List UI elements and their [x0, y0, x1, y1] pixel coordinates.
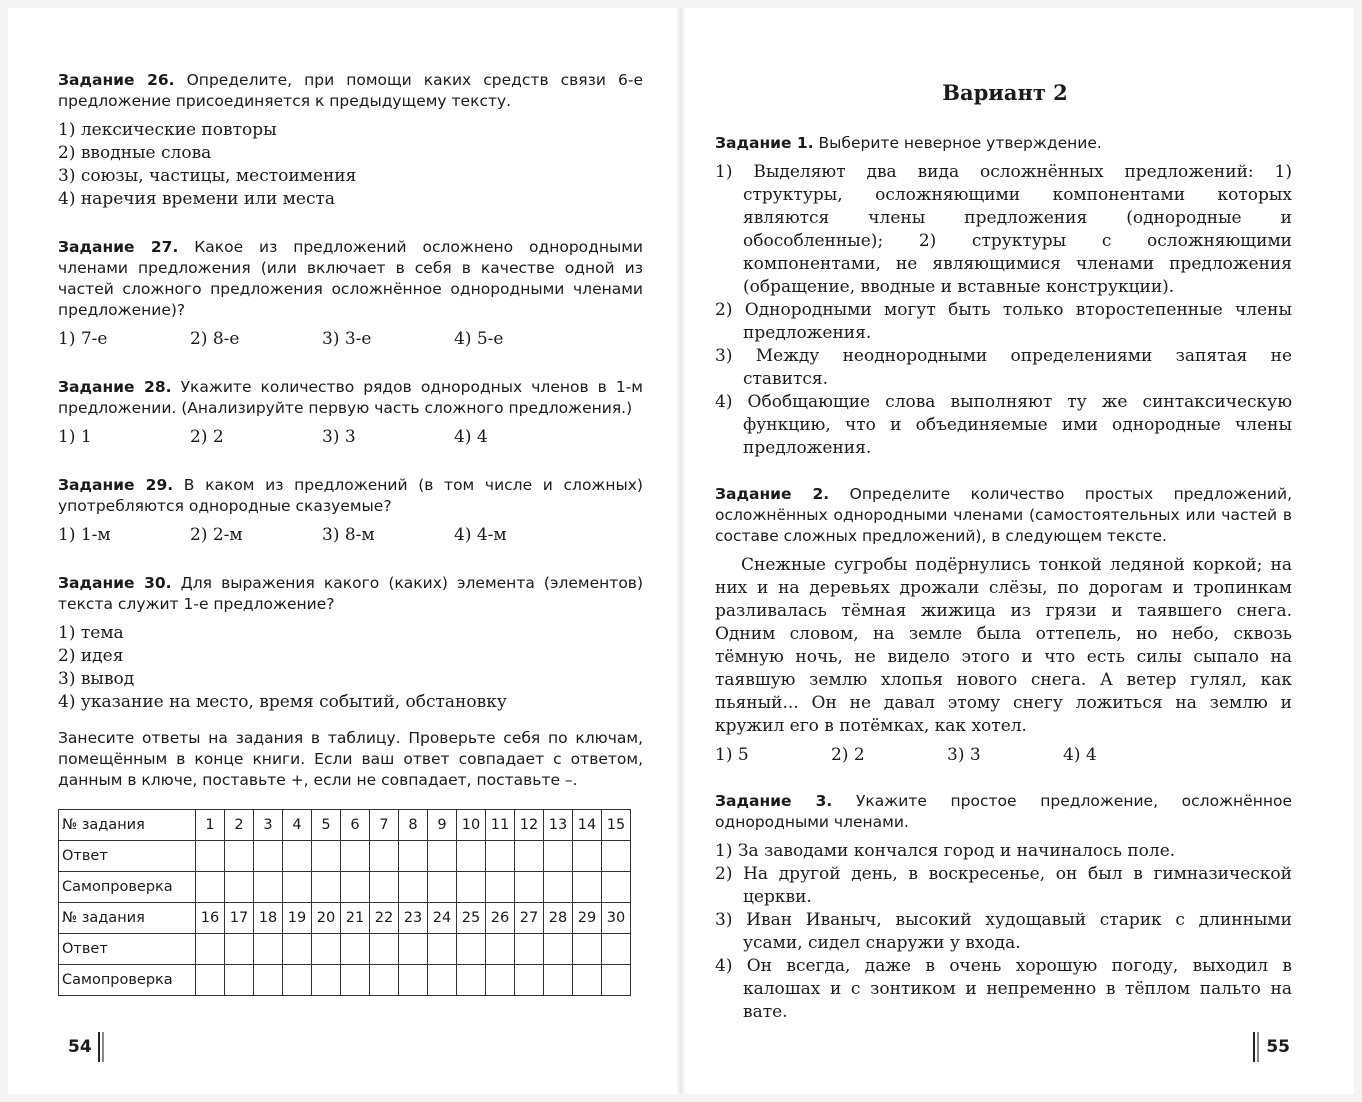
- task-30-text: Для выражения какого (каких) элемента (элементов) текста служит 1-е предложение?: [58, 574, 643, 613]
- task-number-cell: 20: [312, 903, 341, 934]
- task-26-prompt: [58, 70, 643, 112]
- task-number-cell: 23: [399, 903, 428, 934]
- task-number-cell: 25: [457, 903, 486, 934]
- task-number-cell: 8: [399, 810, 428, 841]
- row-header: Ответ: [59, 934, 196, 965]
- option: 3) Между неоднородными определениями запятая не ставится.: [715, 346, 1292, 389]
- check-cell[interactable]: [486, 872, 515, 903]
- task-26: [58, 70, 643, 211]
- task-27: [58, 237, 643, 351]
- option: 4) Обобщающие слова выполняют ту же синтаксическую функцию, что и объединяемые ими однородные члены предложения.: [715, 392, 1292, 458]
- task-28-label: Задание 28.: [58, 378, 172, 396]
- task-29: [58, 475, 643, 547]
- task-2-label: Задание 2.: [715, 485, 830, 503]
- option: 3) Иван Иваныч, высокий худощавый старик с длинными усами, сидел снаружи у входа.: [715, 910, 1292, 953]
- task-28-prompt: [58, 377, 643, 419]
- table-row-answers-2: [59, 934, 631, 965]
- check-cell[interactable]: [399, 965, 428, 996]
- option: 3) 8-м: [322, 525, 375, 545]
- option: 2) На другой день, в воскресенье, он был в гимназической церкви.: [715, 864, 1292, 907]
- page-number-text: 55: [1266, 1037, 1290, 1057]
- answer-cell[interactable]: [254, 841, 283, 872]
- task-number-cell: 27: [515, 903, 544, 934]
- task-2-options: [715, 744, 1292, 767]
- option: 1) 1: [58, 427, 92, 447]
- row-header: № задания: [59, 810, 196, 841]
- task-number-cell: 21: [341, 903, 370, 934]
- task-27-text: Какое из предложений осложнено однородными членами предложения (или включает в себя в качестве одной из частей сложного предложения осложнённое однородными членами предложение)?: [58, 238, 643, 319]
- row-header: Самопроверка: [59, 965, 196, 996]
- task-3-text: Укажите простое предложение, осложнённое однородными членами.: [715, 792, 1292, 831]
- answer-instruction: Занесите ответы на задания в таблицу. Проверьте себя по ключам, помещённым в конце книги. Если ваш ответ совпадает с ответом, данным в ключе, поставьте +, если не совпадает, поставьте –.: [58, 729, 643, 789]
- option: 2) 2: [190, 427, 224, 447]
- task-27-label: Задание 27.: [58, 238, 179, 256]
- option: 1) 1-м: [58, 525, 111, 545]
- answer-cell[interactable]: [457, 841, 486, 872]
- option: 3) вывод: [58, 669, 135, 689]
- task-1-options: [715, 161, 1292, 460]
- task-30-prompt: [58, 573, 643, 615]
- answer-cell[interactable]: [399, 841, 428, 872]
- task-29-options: [58, 524, 643, 547]
- variant-title: Вариант 2: [942, 80, 1068, 105]
- page-number-right: [1247, 1032, 1290, 1062]
- check-cell[interactable]: [428, 965, 457, 996]
- task-number-cell: 16: [196, 903, 225, 934]
- task-30-label: Задание 30.: [58, 574, 172, 592]
- answer-cell[interactable]: [341, 841, 370, 872]
- option: 2) 8-е: [190, 329, 240, 349]
- task-3: [715, 791, 1292, 1024]
- page-left: [8, 8, 681, 1094]
- check-cell[interactable]: [515, 965, 544, 996]
- option: 1) Выделяют два вида осложнённых предложений: 1) структуры, осложняющими компонентами которых являются члены предложения (однородные и обособленные); 2) структуры с осложняющими компонентами, не являющимися членами предложения (обращение, вводные и вставные конструкции).: [715, 162, 1292, 297]
- task-26-label: Задание 26.: [58, 71, 175, 89]
- answer-cell[interactable]: [370, 934, 399, 965]
- check-cell[interactable]: [370, 872, 399, 903]
- task-number-cell: 3: [254, 810, 283, 841]
- option: 4) Он всегда, даже в очень хорошую погоду, выходил в калошах и с зонтиком и непременно в тёплом пальто на вате.: [715, 956, 1292, 1022]
- check-cell[interactable]: [254, 872, 283, 903]
- task-26-text: Определите, при помощи каких средств связи 6-е предложение присоединяется к предыдущему тексту.: [58, 71, 643, 110]
- check-cell[interactable]: [573, 872, 602, 903]
- check-cell[interactable]: [370, 965, 399, 996]
- answer-cell[interactable]: [312, 934, 341, 965]
- task-30: [58, 573, 643, 714]
- task-number-cell: 14: [573, 810, 602, 841]
- check-cell[interactable]: [225, 872, 254, 903]
- task-3-prompt: [715, 791, 1292, 833]
- task-number-cell: 22: [370, 903, 399, 934]
- table-row-check-1: [59, 872, 631, 903]
- answer-cell[interactable]: [573, 934, 602, 965]
- task-29-label: Задание 29.: [58, 476, 174, 494]
- task-number-cell: 26: [486, 903, 515, 934]
- answer-cell[interactable]: [225, 934, 254, 965]
- option: 4) указание на место, время событий, обстановку: [58, 692, 507, 712]
- check-cell[interactable]: [573, 965, 602, 996]
- answer-cell[interactable]: [283, 934, 312, 965]
- task-number-cell: 1: [196, 810, 225, 841]
- option: 3) 3: [947, 745, 981, 765]
- margin-bars-icon: [1253, 1032, 1260, 1062]
- option: 3) 3-е: [322, 329, 372, 349]
- task-number-cell: 18: [254, 903, 283, 934]
- option: 2) 2: [831, 745, 865, 765]
- answer-cell[interactable]: [341, 934, 370, 965]
- task-number-cell: 6: [341, 810, 370, 841]
- answer-cell[interactable]: [428, 841, 457, 872]
- task-28: [58, 377, 643, 449]
- task-2-text: Определите количество простых предложений, осложнённых однородными членами (самостоятельных или частей в составе сложных предложений), в следующем тексте.: [715, 485, 1292, 545]
- answer-cell[interactable]: [196, 934, 225, 965]
- task-number-cell: 28: [544, 903, 573, 934]
- option: 4) 4: [1063, 745, 1097, 765]
- task-29-text: В каком из предложений (в том числе и сложных) употребляются однородные сказуемые?: [58, 476, 643, 515]
- check-cell[interactable]: [341, 965, 370, 996]
- task-1: [715, 133, 1292, 460]
- answer-cell[interactable]: [544, 841, 573, 872]
- answer-cell[interactable]: [254, 934, 283, 965]
- right-column: [715, 70, 1292, 1050]
- option: 1) лексические повторы: [58, 120, 277, 140]
- table-row-check-2: [59, 965, 631, 996]
- task-29-prompt: [58, 475, 643, 517]
- answer-cell[interactable]: [602, 841, 631, 872]
- check-cell[interactable]: [602, 872, 631, 903]
- row-header: № задания: [59, 903, 196, 934]
- task-30-options: [58, 622, 643, 714]
- task-2-prompt: [715, 484, 1292, 547]
- task-number-cell: 24: [428, 903, 457, 934]
- row-header: Самопроверка: [59, 872, 196, 903]
- check-cell[interactable]: [457, 872, 486, 903]
- option: 3) 3: [322, 427, 356, 447]
- answer-cell[interactable]: [457, 934, 486, 965]
- table-row-answers-1: [59, 841, 631, 872]
- task-number-cell: 15: [602, 810, 631, 841]
- check-cell[interactable]: [602, 965, 631, 996]
- task-number-cell: 29: [573, 903, 602, 934]
- task-number-cell: 7: [370, 810, 399, 841]
- option: 1) 7-е: [58, 329, 108, 349]
- task-2: [715, 484, 1292, 767]
- row-header: Ответ: [59, 841, 196, 872]
- task-number-cell: 17: [225, 903, 254, 934]
- task-number-cell: 13: [544, 810, 573, 841]
- answer-cell[interactable]: [515, 934, 544, 965]
- task-number-cell: 5: [312, 810, 341, 841]
- option: 2) идея: [58, 646, 124, 666]
- answer-cell[interactable]: [544, 934, 573, 965]
- task-number-cell: 12: [515, 810, 544, 841]
- task-1-prompt: [715, 133, 1292, 154]
- task-1-label: Задание 1.: [715, 134, 814, 152]
- answer-cell[interactable]: [515, 841, 544, 872]
- task-26-options: [58, 119, 643, 211]
- answer-cell[interactable]: [196, 841, 225, 872]
- check-cell[interactable]: [312, 872, 341, 903]
- check-cell[interactable]: [341, 872, 370, 903]
- option: 1) 5: [715, 745, 749, 765]
- answer-cell[interactable]: [428, 934, 457, 965]
- task-3-label: Задание 3.: [715, 792, 833, 810]
- task-number-cell: 4: [283, 810, 312, 841]
- task-number-cell: 9: [428, 810, 457, 841]
- check-cell[interactable]: [254, 965, 283, 996]
- answer-cell[interactable]: [486, 934, 515, 965]
- task-number-cell: 19: [283, 903, 312, 934]
- option: 4) 4: [454, 427, 488, 447]
- book-spread: [8, 8, 1354, 1094]
- option: 2) 2-м: [190, 525, 243, 545]
- check-cell[interactable]: [428, 872, 457, 903]
- task-1-text: Выберите неверное утверждение.: [818, 134, 1102, 152]
- task-number-cell: 11: [486, 810, 515, 841]
- left-column: [58, 70, 643, 996]
- option: 4) 5-е: [454, 329, 504, 349]
- answer-cell[interactable]: [399, 934, 428, 965]
- margin-bars-icon: [98, 1032, 105, 1062]
- check-cell[interactable]: [544, 872, 573, 903]
- check-cell[interactable]: [457, 965, 486, 996]
- task-number-cell: 10: [457, 810, 486, 841]
- answer-cell[interactable]: [225, 841, 254, 872]
- option: 2) Однородными могут быть только второстепенные члены предложения.: [715, 300, 1292, 343]
- check-cell[interactable]: [283, 872, 312, 903]
- answer-cell[interactable]: [573, 841, 602, 872]
- option: 4) 4-м: [454, 525, 507, 545]
- option: 1) тема: [58, 623, 124, 643]
- page-right: [681, 8, 1354, 1094]
- option: 1) За заводами кончался город и начиналось поле.: [715, 841, 1176, 861]
- check-cell[interactable]: [196, 965, 225, 996]
- table-row-numbers-2: [59, 903, 631, 934]
- check-cell[interactable]: [283, 965, 312, 996]
- option: 2) вводные слова: [58, 143, 212, 163]
- page-number-text: 54: [68, 1037, 92, 1057]
- task-27-prompt: [58, 237, 643, 321]
- option: 4) наречия времени или места: [58, 189, 336, 209]
- check-cell[interactable]: [196, 872, 225, 903]
- task-number-cell: 2: [225, 810, 254, 841]
- answer-cell[interactable]: [370, 841, 399, 872]
- check-cell[interactable]: [225, 965, 254, 996]
- task-3-options: [715, 840, 1292, 1024]
- answer-cell[interactable]: [602, 934, 631, 965]
- task-2-passage: Снежные сугробы подёрнулись тонкой ледяной коркой; на них и на деревьях дрожали слёзы, по дорогам и тропинкам разливалась тёмная жижица из грязи и таявшего снега. Одним словом, на земле была оттепель, но небо, сквозь тёмную ночь, не видело этого и что есть силы сыпало на таявшую землю хлопья нового снега. А ветер гулял, как пьяный... Он не давал этому снегу ложиться на землю и кружил его в потёмках, как хотел.: [715, 555, 1292, 736]
- table-row-numbers-1: [59, 810, 631, 841]
- answer-cell[interactable]: [283, 841, 312, 872]
- task-27-options: [58, 328, 643, 351]
- option: 3) союзы, частицы, местоимения: [58, 166, 357, 186]
- task-number-cell: 30: [602, 903, 631, 934]
- check-cell[interactable]: [399, 872, 428, 903]
- answer-cell[interactable]: [486, 841, 515, 872]
- check-cell[interactable]: [312, 965, 341, 996]
- check-cell[interactable]: [515, 872, 544, 903]
- page-number-left: [68, 1032, 111, 1062]
- answer-cell[interactable]: [312, 841, 341, 872]
- check-cell[interactable]: [544, 965, 573, 996]
- answer-table: [58, 809, 631, 996]
- task-28-text: Укажите количество рядов однородных членов в 1-м предложении. (Анализируйте первую часть сложного предложения.): [58, 378, 643, 417]
- task-28-options: [58, 426, 643, 449]
- check-cell[interactable]: [486, 965, 515, 996]
